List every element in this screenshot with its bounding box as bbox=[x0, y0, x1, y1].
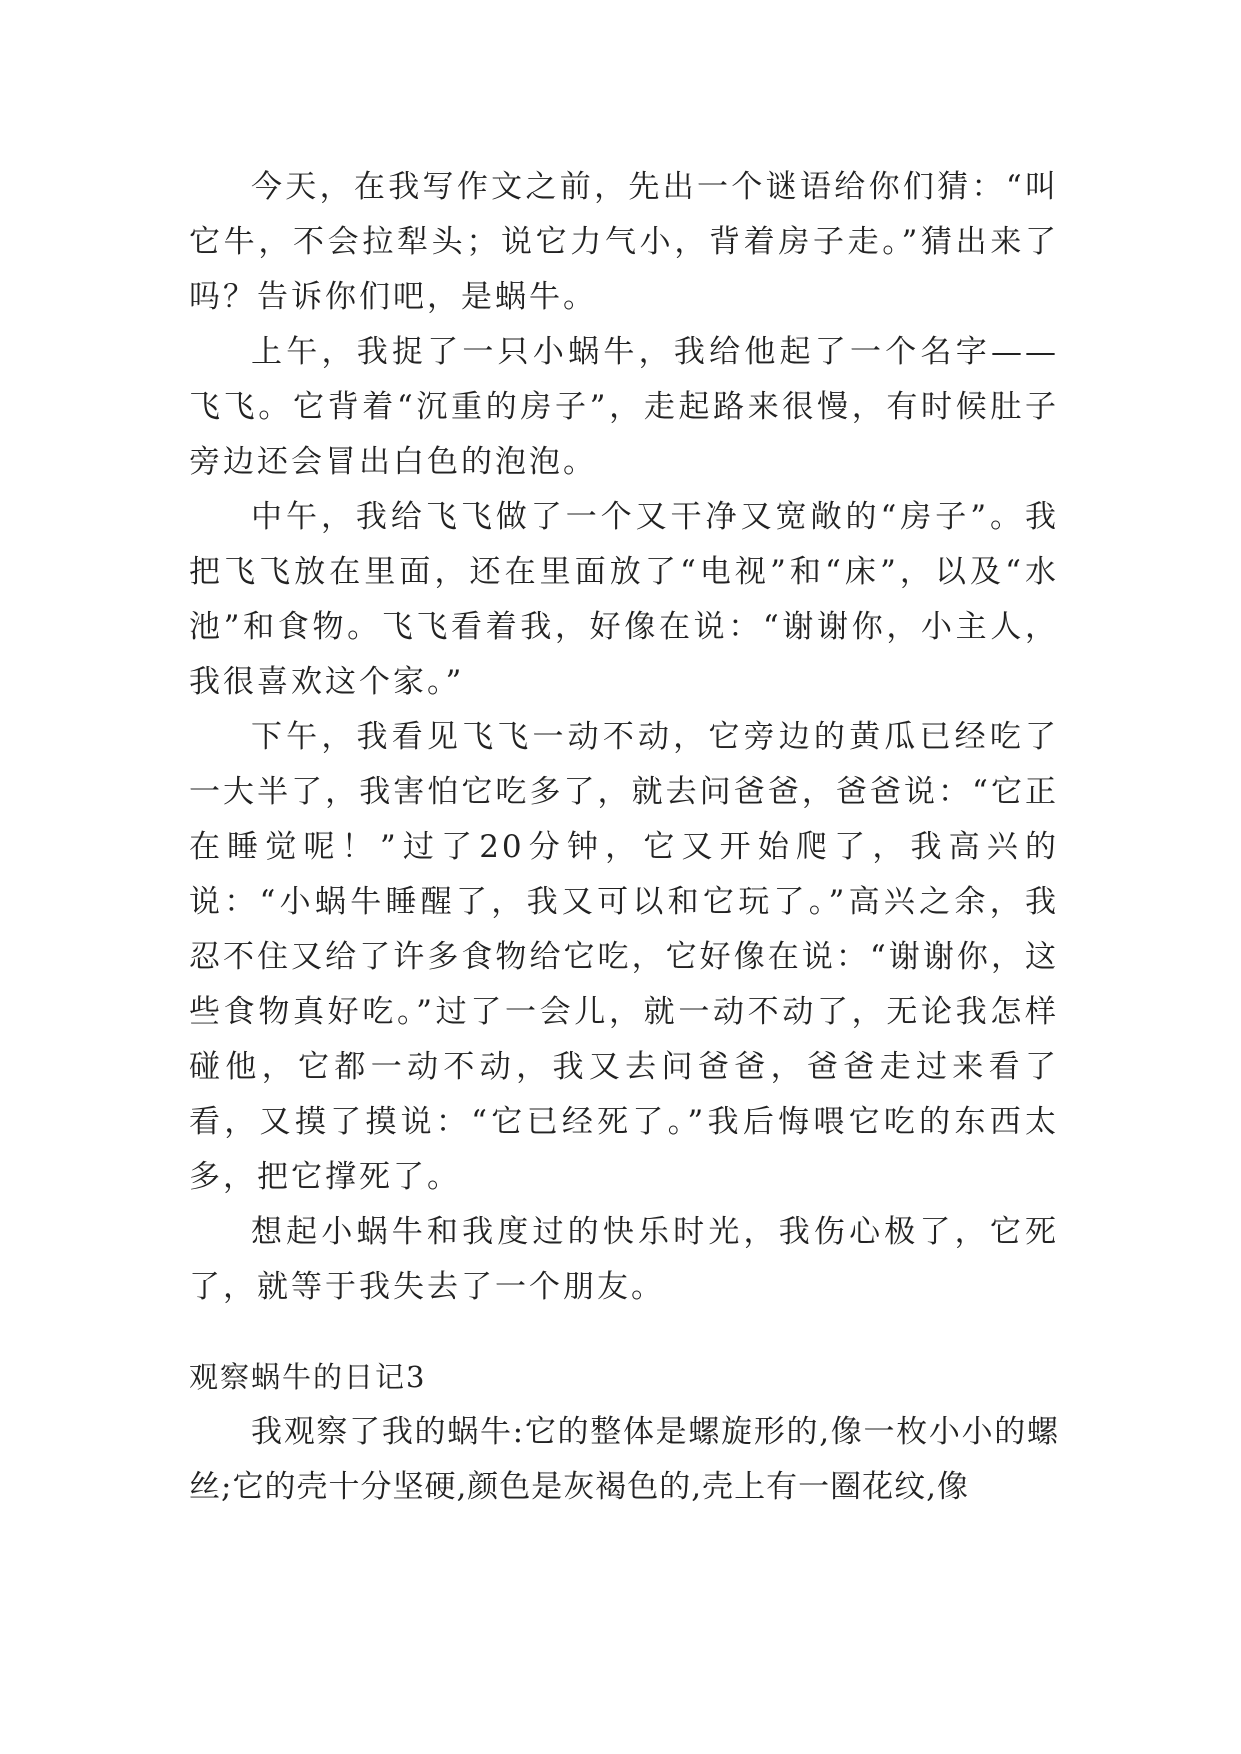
section-title: 观察蜗牛的日记3 bbox=[189, 1360, 427, 1394]
paragraph-observation: 我观察了我的蜗牛:它的整体是螺旋形的,像一枚小小的螺丝;它的壳十分坚硬,颜色是灰褐色的,壳上有一圈花纹,像 bbox=[189, 1414, 1059, 1505]
document-body bbox=[189, 160, 1059, 1515]
paragraph-morning: 上午，我捉了一只小蜗牛，我给他起了一个名字——飞飞。它背着“沉重的房子”，走起路来很慢，有时候肚子旁边还会冒出白色的泡泡。 bbox=[189, 334, 1059, 480]
paragraph-noon: 中午，我给飞飞做了一个又干净又宽敞的“房子”。我把飞飞放在里面，还在里面放了“电视”和“床”，以及“水池”和食物。飞飞看着我，好像在说：“谢谢你，小主人，我很喜欢这个家。” bbox=[189, 499, 1059, 700]
paragraph-riddle: 今天，在我写作文之前，先出一个谜语给你们猜：“叫它牛，不会拉犁头；说它力气小，背着房子走。”猜出来了吗？告诉你们吧，是蜗牛。 bbox=[189, 169, 1059, 315]
paragraph-reflection: 想起小蜗牛和我度过的快乐时光，我伤心极了，它死了，就等于我失去了一个朋友。 bbox=[189, 1214, 1059, 1305]
paragraph-afternoon: 下午，我看见飞飞一动不动，它旁边的黄瓜已经吃了一大半了，我害怕它吃多了，就去问爸爸，爸爸说：“它正在睡觉呢！”过了20分钟，它又开始爬了，我高兴的说：“小蜗牛睡醒了，我又可以和它玩了。”高兴之余，我忍不住又给了许多食物给它吃，它好像在说：“谢谢你，这些食物真好吃。”过了一会儿，就一动不动了，无论我怎样碰他，它都一动不动，我又去问爸爸，爸爸走过来看了看，又摸了摸说：“它已经死了。”我后悔喂它吃的东西太多，把它撑死了。 bbox=[189, 719, 1059, 1195]
